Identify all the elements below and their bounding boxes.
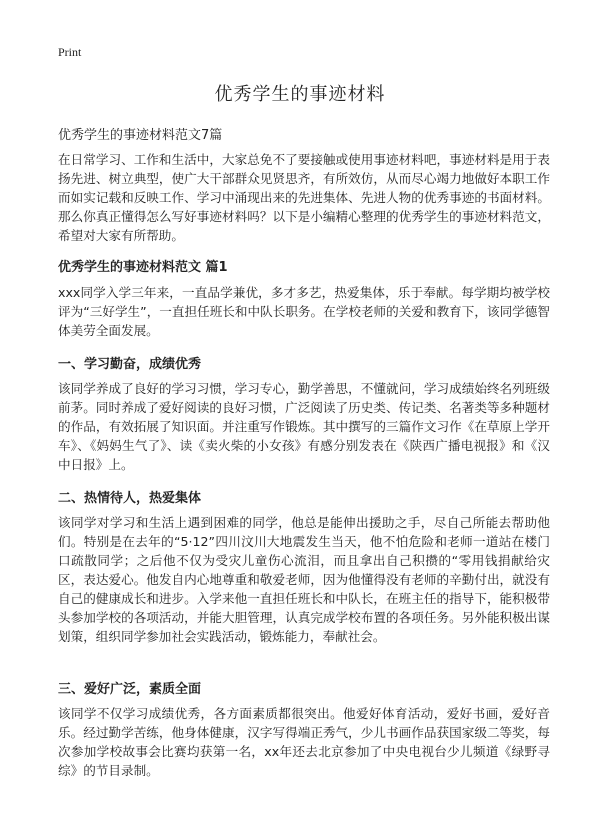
section-heading-study: 一、学习勤奋，成绩优秀: [58, 357, 202, 372]
section-heading-hobbies: 三、爱好广泛，素质全面: [58, 682, 202, 697]
section-paragraph-study: 该同学养成了良好的学习习惯，学习专心，勤学善思，不懂就问，学习成绩始终名列班级前茅。同时养成了爱好阅读的良好习惯，广泛阅读了历史类、传记类、名著类等多种题材的作品，有效拓展了知识面。并注重写作锻炼。其中撰写的三篇作文习作《在草原上学开车》、《妈妈生气了》、读《卖火柴的小女孩》有感分别发表在《陕西广播电视报》和《汉中日报》上。: [58, 381, 550, 472]
section-paragraph-collective: 该同学对学习和生活上遇到困难的同学，他总是能伸出援助之手，尽自己所能去帮助他们。特别是在去年的“5·12”四川汶川大地震发生当天，他不怕危险和老师一道站在楼门口疏散同学；之后他不仅为受灾儿童伤心流泪，而且拿出自己积攒的“零用钱捐献给灾区，表达爱心。他发自内心地尊重和敬爱老师，因为他懂得没有老师的辛勤付出，就没有自己的健康成长和进步。入学来他一直担任班长和中队长，在班主任的指导下，能积极带头参加学校的各项活动，并能大胆管理，认真完成学校布置的各项任务。另外能积极出谋划策，组织同学参加社会实践活动，锻炼能力，奉献社会。: [58, 515, 550, 644]
article-heading: 优秀学生的事迹材料范文 篇1: [58, 260, 228, 275]
section-heading-collective: 二、热情待人，热爱集体: [58, 491, 202, 506]
print-link[interactable]: Print: [58, 45, 82, 59]
document-subtitle: 优秀学生的事迹材料范文7篇: [58, 128, 223, 143]
article-intro-paragraph: xxx同学入学三年来，一直品学兼优，多才多艺，热爱集体，乐于奉献。每学期均被学校评为“三好学生”，一直担任班长和中队长职务。在学校老师的关爱和教育下，该同学德智体美劳全面发展。: [58, 285, 550, 338]
page-title: 优秀学生的事迹材料: [214, 84, 386, 105]
section-paragraph-hobbies: 该同学不仅学习成绩优秀，各方面素质都很突出。他爱好体育活动，爱好书画，爱好音乐。经过勤学苦练，他身体健康，汉字写得端正秀气，少儿书画作品获国家级二等奖，每次参加学校故事会比赛均获第一名，xx年还去北京参加了中央电视台少儿频道《绿野寻综》的节目录制。: [58, 706, 550, 778]
intro-paragraph: 在日常学习、工作和生活中，大家总免不了要接触或使用事迹材料吧，事迹材料是用于表扬先进、树立典型，使广大干部群众见贤思齐，有所效仿，从而尽心竭力地做好本职工作而如实记载和反映工作、学习中涌现出来的先进集体、先进人物的优秀事迹的书面材料。那么你真正懂得怎么写好事迹材料吗？以下是小编精心整理的优秀学生的事迹材料范文，希望对大家有所帮助。: [58, 152, 550, 243]
